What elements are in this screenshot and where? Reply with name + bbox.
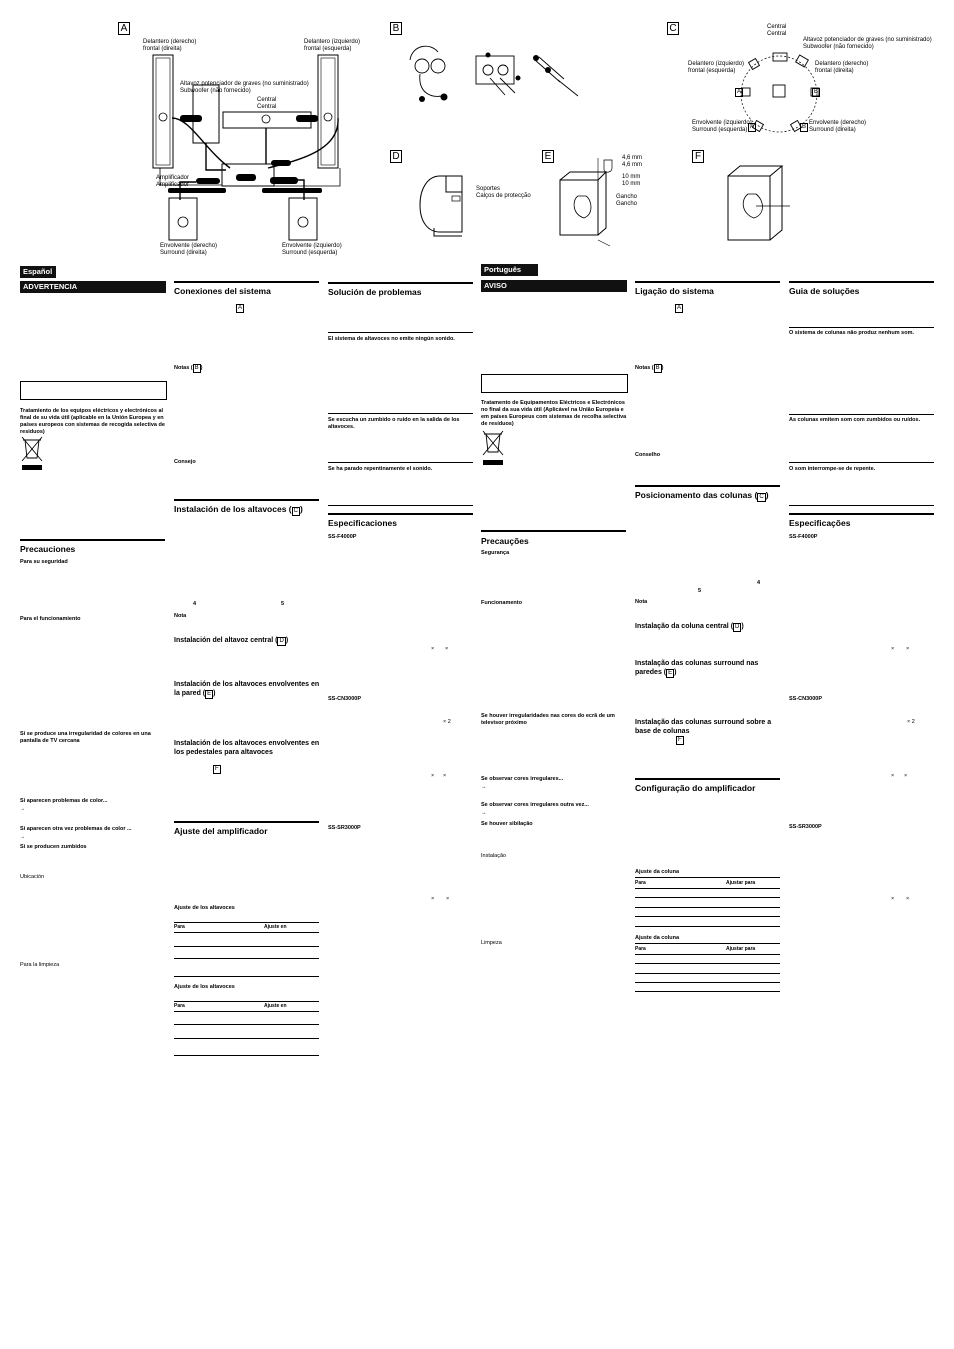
figure-f-letter: F <box>692 150 704 163</box>
pt-tv-color-heading: Se houver irregularidades nas cores do ecrã de um televisor próximo <box>481 713 615 726</box>
pt-notes-heading: Notas ( B ) <box>635 365 664 371</box>
pt-weee-bin-icon <box>0 0 954 480</box>
pt-language-tab: Português <box>481 264 538 276</box>
mark-b-right: B <box>814 89 819 95</box>
pt-table2-col-set: Ajustar para <box>726 946 756 952</box>
es-model-2: SS-CN3000P <box>328 696 362 702</box>
label-supports: Soportes Calços de protecção <box>476 186 531 199</box>
pt-warning-bar: AVISO <box>481 280 627 292</box>
es-table2-col-for: Para <box>174 1003 185 1009</box>
pt-model-1: SS-F4000P <box>789 534 818 540</box>
es-speaker-setting-2: Ajuste de los altavoces <box>174 984 235 990</box>
es-speaker-setting-1: Ajuste de los altavoces <box>174 905 235 911</box>
pt-table1-col-set: Ajustar para <box>726 880 756 886</box>
pt-precautions-rule <box>481 530 626 532</box>
pt-table2-col-for: Para <box>635 946 646 952</box>
es-arrow-2: → <box>20 834 26 840</box>
pt-specs-heading: Especificações <box>789 518 851 528</box>
pt-cleaning-heading: Limpeza <box>481 940 502 946</box>
pt-model-3: SS-SR3000P <box>789 824 822 830</box>
es-install-center-heading: Instalación del altavoz central ( D ) <box>174 637 289 644</box>
es-weee-title: Tratamiento de los equipos eléctricos y electrónicos al final de su vida útil (aplicable en la Unión Europea y en países europeos con sistemas de recogida selectiva de residuos) <box>20 408 165 435</box>
figure-e-letter: E <box>542 150 554 163</box>
es-troubleshoot-heading: Solución de problemas <box>328 287 422 297</box>
es-hum-noise: Se escucha un zumbido o ruido en la salida de los altavoces. <box>328 417 460 430</box>
es-operation-heading: Para el funcionamiento <box>20 616 81 622</box>
label-amplifier: Amplificador Amplificador <box>156 175 190 188</box>
pt-connections-rule <box>635 281 780 283</box>
pt-install-rule <box>635 485 780 487</box>
figure-d-letter: D <box>390 150 402 163</box>
label-c-surround-right: Envolvente (derecho) Surround (direita) <box>809 120 867 133</box>
figure-a-letter: A <box>118 22 130 35</box>
pt-install-center-heading: Instalação da coluna central ( D ) <box>635 623 744 630</box>
es-table1-col-set: Ajuste en <box>264 924 287 930</box>
es-amp-heading: Ajuste del amplificador <box>174 826 268 836</box>
es-model-3: SS-SR3000P <box>328 825 361 831</box>
label-c-subwoofer: Altavoz potenciador de graves (no suministrado) Subwoofer (não fornecido) <box>803 37 932 50</box>
pt-arrow-1: → <box>481 784 487 790</box>
pt-amp-rule <box>635 778 780 780</box>
es-marker-4: 4 <box>193 601 197 607</box>
pt-safety-heading: Segurança <box>481 550 510 556</box>
pt-arrow-2: → <box>481 810 487 816</box>
es-install-rule <box>174 499 319 501</box>
label-c-center: Central Central <box>767 24 787 37</box>
es-no-sound: El sistema de altavoces no emite ningún sonido. <box>328 336 455 342</box>
label-surround-left: Envolvente (izquierdo) Surround (esquerda) <box>282 243 342 256</box>
pt-hum-heading: Se houver sibilação <box>481 821 533 827</box>
pt-precautions-heading: Precauções <box>481 536 529 546</box>
es-specs-heading: Especificaciones <box>328 518 397 528</box>
pt-install-heading: Posicionamento das colunas ( C ) <box>635 490 769 500</box>
es-install-stand-heading: Instalación de los altavoces envolventes en los pedestales para altavoces <box>174 740 320 756</box>
es-marker-5: 5 <box>281 601 285 607</box>
mark-b-surround: B <box>802 124 807 130</box>
pt-stopped: O som interrompe-se de repente. <box>789 466 876 472</box>
label-subwoofer: Altavoz potenciador de graves (no suministrado) Subwoofer (não fornecido) <box>180 81 309 94</box>
label-c-front-right: Delantero (derecho) frontal (direita) <box>815 61 869 74</box>
pt-tip-heading: Conselho <box>635 452 661 458</box>
pt-speaker-setting-2: Ajuste da coluna <box>635 935 680 941</box>
pt-specs-rule <box>789 513 934 515</box>
pt-connections-heading: Ligação do sistema <box>635 286 714 296</box>
pt-install-stand-heading: Instalação das colunas surround sobre a base de colunas <box>635 719 772 735</box>
pt-speaker-setting-1: Ajuste da coluna <box>635 869 680 875</box>
label-front-right: Delantero (derecho) frontal (direita) <box>143 39 197 52</box>
label-front-left: Delantero (izquierdo) frontal (esquerda) <box>304 39 361 52</box>
label-c-front-left: Delantero (izquierdo) frontal (esquerda) <box>688 61 745 74</box>
label-dim-10: 10 mm 10 mm <box>622 174 641 187</box>
mark-a-left: A <box>737 89 742 95</box>
es-stopped: Se ha parado repentinamente el sonido. <box>328 466 433 472</box>
pt-color-problem: Se observar cores irregulares... <box>481 776 564 782</box>
es-cleaning-heading: Para la limpieza <box>20 962 60 968</box>
pt-marker-4: 4 <box>757 580 761 586</box>
es-install-heading: Instalación de los altavoces ( C ) <box>174 504 303 514</box>
es-tv-color-heading: Si se produce una irregularidad de colores en una pantalla de TV cercana <box>20 731 151 744</box>
es-ref-f: F <box>215 766 219 772</box>
es-hum-heading: Si se producen zumbidos <box>20 844 87 850</box>
es-connections-heading: Conexiones del sistema <box>174 286 271 296</box>
es-specs-rule <box>328 513 473 515</box>
label-c-surround-left: Envolvente (izquierdo) Surround (esquerda) <box>692 120 752 133</box>
pt-weee-title: Tratamento de Equipamentos Eléctricos e Electrónicos no final da sua vida útil (Aplicável na União Europeia e em países Europeus com sistemas de recolha selectiva de resíduos) <box>481 400 627 427</box>
es-model-1: SS-F4000P <box>328 534 357 540</box>
es-tip-heading: Consejo <box>174 459 196 465</box>
es-amp-rule <box>174 821 319 823</box>
es-ref-a: A <box>238 305 243 311</box>
pt-install-wall-heading: Instalação das colunas surround nas paredes ( E ) <box>635 660 759 676</box>
mark-a-surround: A <box>750 124 755 130</box>
es-color-problem: Si aparecen problemas de color... <box>20 798 108 804</box>
pt-ref-f: F <box>678 737 682 743</box>
pt-troubleshoot-heading: Guia de soluções <box>789 286 860 296</box>
pt-marker-5: 5 <box>698 588 702 594</box>
es-location-heading: Ubicación <box>20 874 45 880</box>
es-table2-col-set: Ajuste en <box>264 1003 287 1009</box>
es-table1-col-for: Para <box>174 924 185 930</box>
label-hook: Gancho Gancho <box>616 194 638 207</box>
es-safety-heading: Para su seguridad <box>20 559 68 565</box>
pt-troubleshoot-rule <box>789 281 934 283</box>
label-dim-4-6: 4,6 mm 4,6 mm <box>622 155 643 168</box>
es-warning-bar: ADVERTENCIA <box>20 281 166 293</box>
pt-color-again: Se observar cores irregulares outra vez... <box>481 802 589 808</box>
es-color-again: Si aparecen otra vez problemas de color ... <box>20 826 132 832</box>
es-notes-heading: Notas ( B ) <box>174 365 203 371</box>
es-note-heading: Nota <box>174 613 187 619</box>
label-surround-right: Envolvente (derecho) Surround (direita) <box>160 243 218 256</box>
es-language-tab: Español <box>20 266 56 278</box>
pt-model-2: SS-CN3000P <box>789 696 823 702</box>
pt-hum-noise: As colunas emitem som com zumbidos ou ruídos. <box>789 417 921 423</box>
pt-ref-a: A <box>677 305 682 311</box>
pt-operation-heading: Funcionamento <box>481 600 522 606</box>
pt-note-heading: Nota <box>635 599 648 605</box>
figure-c-letter: C <box>667 22 679 35</box>
es-precautions-heading: Precauciones <box>20 544 76 554</box>
pt-location-heading: Instalação <box>481 853 507 859</box>
pt-table1-col-for: Para <box>635 880 646 886</box>
es-precautions-rule <box>20 539 165 541</box>
es-arrow-1: → <box>20 806 26 812</box>
figure-b-letter: B <box>390 22 402 35</box>
es-install-wall-heading: Instalación de los altavoces envolventes en la pared ( E ) <box>174 681 320 697</box>
pt-amp-heading: Configuração do amplificador <box>635 783 756 793</box>
pt-no-sound: O sistema de colunas não produz nenhum som. <box>789 330 914 336</box>
label-center: Central Central <box>257 97 277 110</box>
